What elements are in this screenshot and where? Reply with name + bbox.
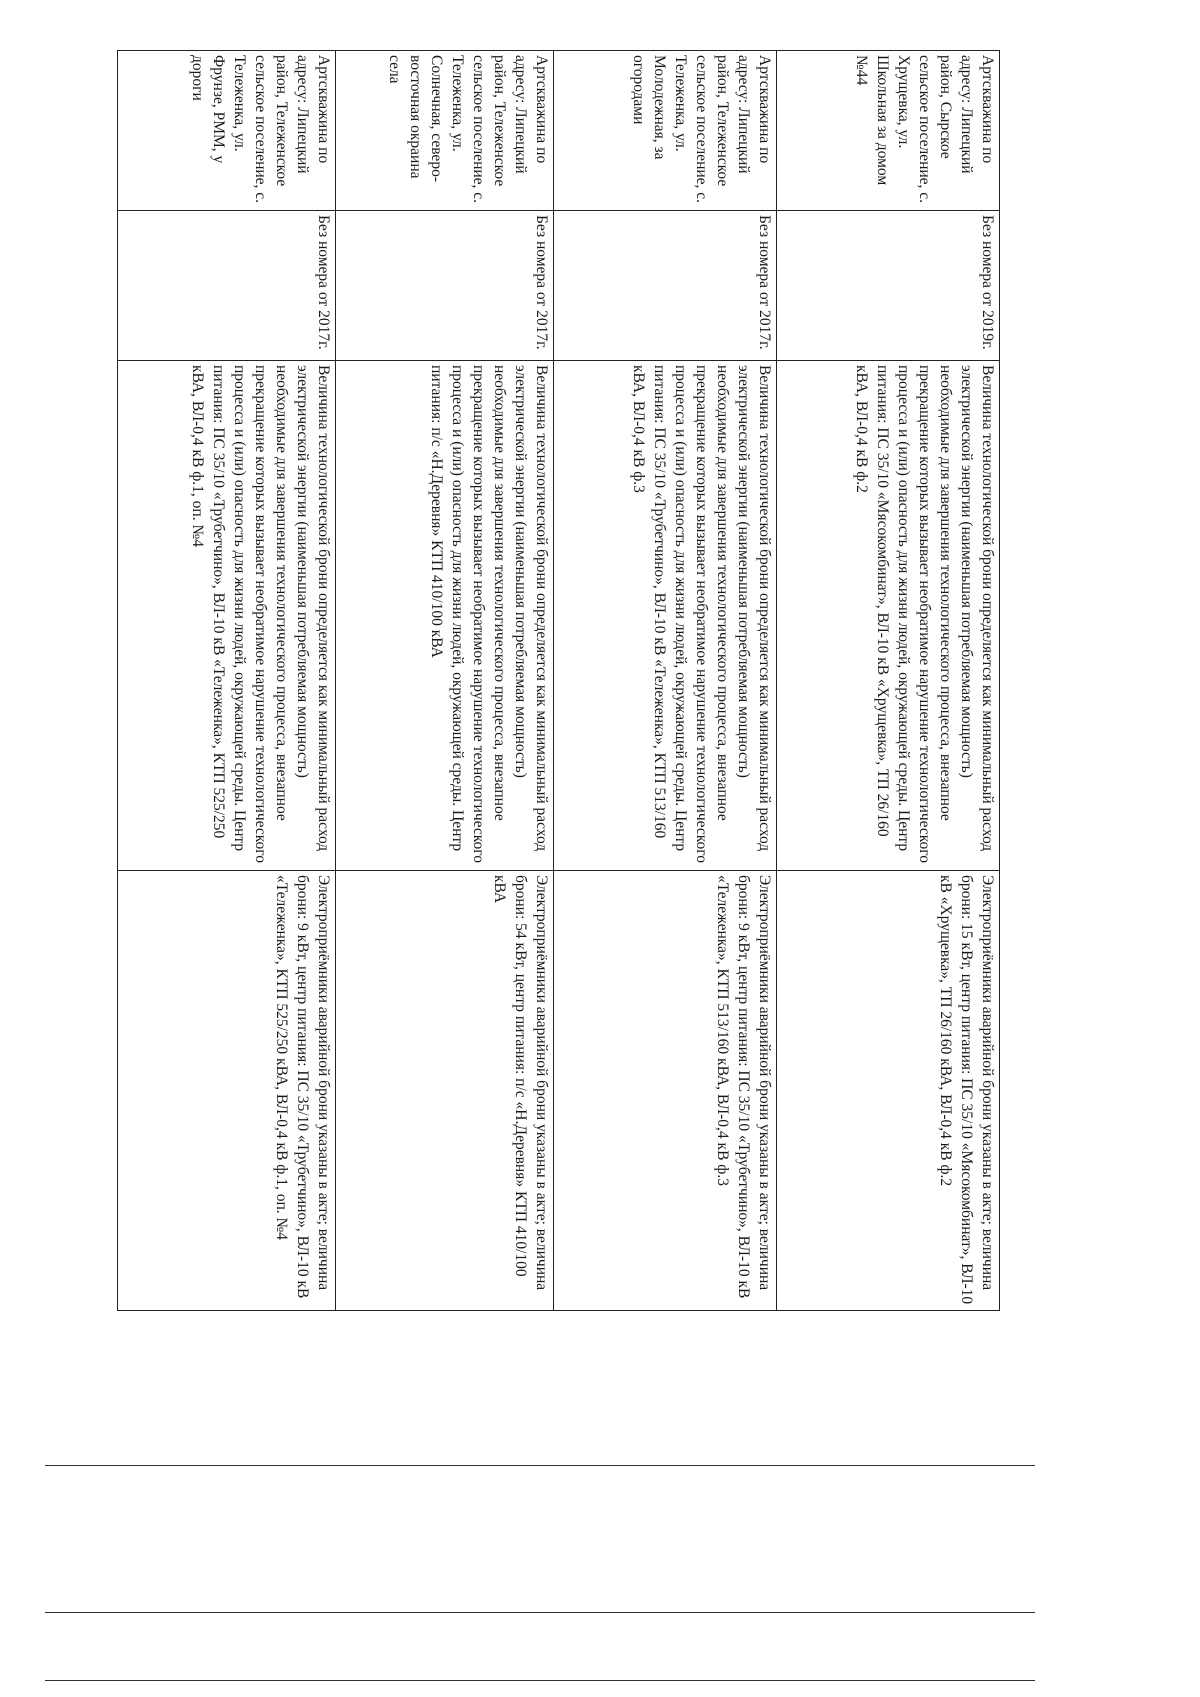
act-cell: Без номера от 2019г. [777,211,1000,361]
tech-reserve-cell: Величина технологической брони определяется как минимальный расход электрической энергии (наименьшая потребляемая мощность) необходимые для завершения технологического процесса, внезапное прекращение которых вызывает необратимое нарушение технологического процесса и (или) опасность для жизни людей, окружающей среды. Центр питания: п/с «Н.Деревня» КТП 410/100 кВА [336,361,554,871]
emergency-reserve-cell: Электроприёмники аварийной брони указаны в акте; величина брони: 9 кВт, центр питания: ПС 35/10 «Трубетчино», ВЛ-10 кВ «Тележенка», КТП 525/250 кВА, ВЛ-0,4 кВ ф.1, оп. №4 [118,871,336,1311]
emergency-reserve-cell: Электроприёмники аварийной брони указаны в акте; величина брони: 54 кВт, центр питания: п/с «Н.Деревня» КТП 410/100 кВА [336,871,554,1311]
act-cell: Без номера от 2017г. [118,211,336,361]
signature-line [45,1465,1035,1466]
rotated-table-block [40,50,1000,1310]
signature-line [45,1612,1035,1613]
signature-line [45,1680,1035,1681]
address-cell: Артскважина по адресу: Липецкий район, Тележенское сельское поселение, с. Тележенка, ул. Молодежная, за огородами [554,51,777,211]
tech-reserve-cell: Величина технологической брони определяется как минимальный расход электрической энергии (наименьшая потребляемая мощность) необходимые для завершения технологического процесса, внезапное прекращение которых вызывает необратимое нарушение технологического процесса и (или) опасность для жизни людей, окружающей среды. Центр питания: ПС 35/10 «Трубетчино», ВЛ-10 кВ «Тележенка», КТП 525/250 кВА, ВЛ-0,4 кВ ф.1, оп. №4 [118,361,336,871]
rotated-content [40,50,1000,1310]
table-row [336,51,554,1311]
emergency-reserve-cell: Электроприёмники аварийной брони указаны в акте; величина брони: 15 кВт, центр питания: ПС 35/10 «Мясокомбинат», ВЛ-10 кВ «Хрущевка», ТП 26/160 кВА, ВЛ-0,4 кВ ф.2 [777,871,1000,1311]
tech-reserve-cell: Величина технологической брони определяется как минимальный расход электрической энергии (наименьшая потребляемая мощность) необходимые для завершения технологического процесса, внезапное прекращение которых вызывает необратимое нарушение технологического процесса и (или) опасность для жизни людей, окружающей среды. Центр питания: ПС 35/10 «Трубетчино», ВЛ-10 кВ «Тележенка», КТП 513/160 кВА, ВЛ-0,4 кВ ф.3 [554,361,777,871]
table-row [777,51,1000,1311]
tech-reserve-cell: Величина технологической брони определяется как минимальный расход электрической энергии (наименьшая потребляемая мощность) необходимые для завершения технологического процесса, внезапное прекращение которых вызывает необратимое нарушение технологического процесса и (или) опасность для жизни людей, окружающей среды. Центр питания: ПС 35/10 «Мясокомбинат», ВЛ-10 кВ «Хрущевка», ТП 26/160 кВА, ВЛ-0,4 кВ ф.2 [777,361,1000,871]
table-row [118,51,336,1311]
act-cell: Без номера от 2017г. [336,211,554,361]
address-cell: Артскважина по адресу: Липецкий район, Сырское сельское поселение, с. Хрущевка, ул. Школьная за домом №44 [777,51,1000,211]
act-cell: Без номера от 2017г. [554,211,777,361]
address-cell: Артскважина по адресу: Липецкий район, Тележенское сельское поселение, с. Тележенка, ул. Солнечная, северо-восточная окраина села [336,51,554,211]
emergency-reserve-cell: Электроприёмники аварийной брони указаны в акте; величина брони: 9 кВт, центр питания: ПС 35/10 «Трубетчино», ВЛ-10 кВ «Тележенка», КТП 513/160 кВА, ВЛ-0,4 кВ ф.3 [554,871,777,1311]
reserve-table [117,50,1000,1311]
table-row [554,51,777,1311]
address-cell: Артскважина по адресу: Липецкий район, Тележенское сельское поселение, с. Тележенка, ул. Фрунзе, РММ, у дороги [118,51,336,211]
